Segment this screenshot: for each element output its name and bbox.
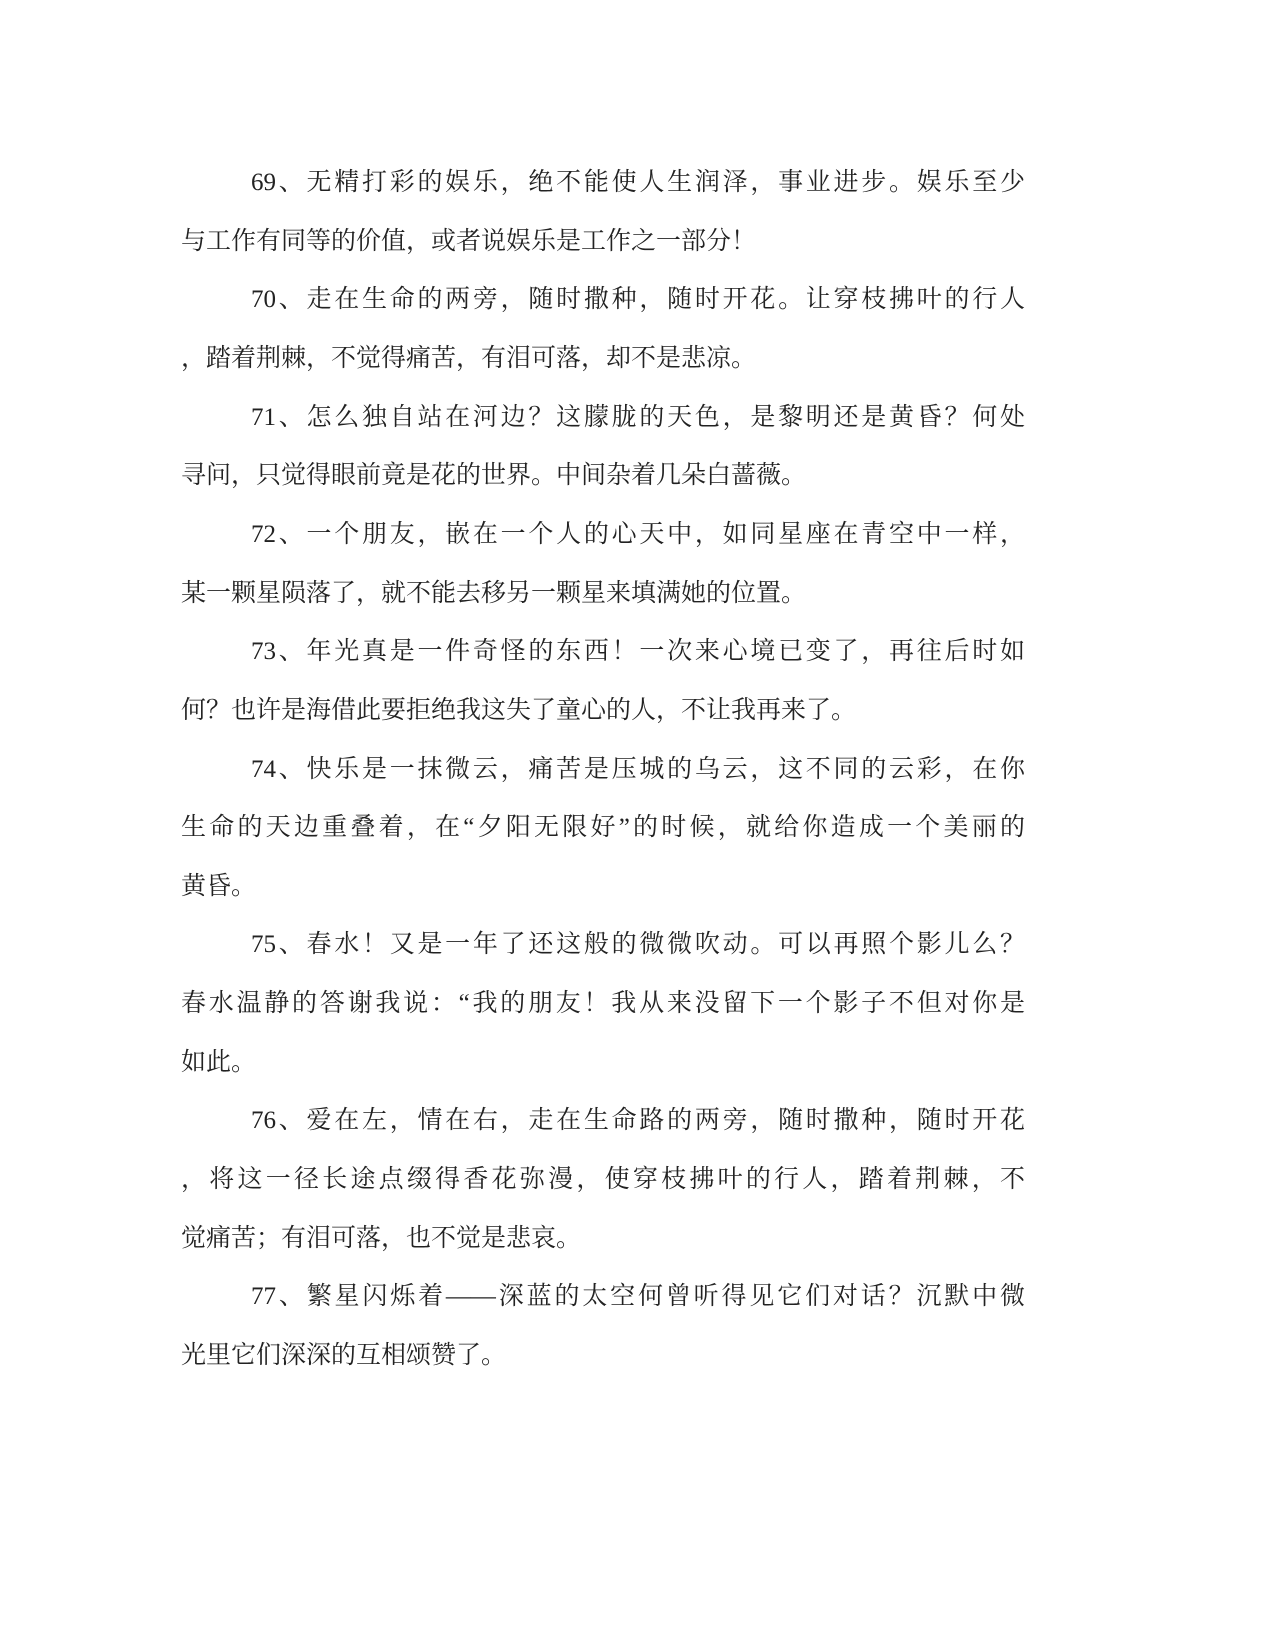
paragraph-line: 光里它们深深的互相颂赞了。: [181, 1342, 507, 1369]
paragraph-line: 72、一个朋友，嵌在一个人的心天中，如同星座在青空中一样，: [251, 520, 1025, 548]
paragraph-line: 与工作有同等的价值，或者说娱乐是工作之一部分！: [181, 227, 757, 255]
paragraph-line: 69、无精打彩的娱乐，绝不能使人生润泽，事业进步。娱乐至少: [251, 169, 1025, 196]
paragraph-line: 春水温静的答谢我说：“我的朋友！我从来没留下一个影子不但对你是: [181, 990, 1025, 1018]
paragraph-line: 75、春水！又是一年了还这般的微微吹动。可以再照个影儿么？: [251, 931, 1025, 959]
paragraph-line: 生命的天边重叠着，在“夕阳无限好”的时候，就给你造成一个美丽的: [181, 814, 1025, 842]
paragraph-line: 76、爱在左，情在右，走在生命路的两旁，随时撒种，随时开花: [251, 1107, 1025, 1135]
paragraph-line: 如此。: [181, 1048, 257, 1076]
paragraph-line: 77、繁星闪烁着——深蓝的太空何曾听得见它们对话？沉默中微: [251, 1283, 1025, 1311]
paragraph-line: 黄昏。: [181, 872, 257, 900]
paragraph-line: 寻问，只觉得眼前竟是花的世界。中间杂着几朵白蔷薇。: [181, 462, 807, 490]
paragraph-line: 71、怎么独自站在河边？这朦胧的天色，是黎明还是黄昏？何处: [251, 403, 1025, 431]
paragraph-line: ，踏着荆棘，不觉得痛苦，有泪可落，却不是悲凉。: [181, 344, 757, 372]
paragraph-line: 74、快乐是一抹微云，痛苦是压城的乌云，这不同的云彩，在你: [251, 755, 1025, 783]
paragraph-line: 何？也许是海借此要拒绝我这失了童心的人，不让我再来了。: [181, 696, 857, 724]
paragraph-line: 70、走在生命的两旁，随时撒种，随时开花。让穿枝拂叶的行人: [251, 286, 1025, 314]
paragraph-line: 某一颗星陨落了，就不能去移另一颗星来填满她的位置。: [181, 579, 807, 607]
paragraph-line: 73、年光真是一件奇怪的东西！一次来心境已变了，再往后时如: [251, 638, 1025, 666]
paragraph-line: 觉痛苦；有泪可落，也不觉是悲哀。: [181, 1224, 582, 1252]
paragraph-line: ，将这一径长途点缀得香花弥漫，使穿枝拂叶的行人，踏着荆棘，不: [181, 1166, 1025, 1194]
